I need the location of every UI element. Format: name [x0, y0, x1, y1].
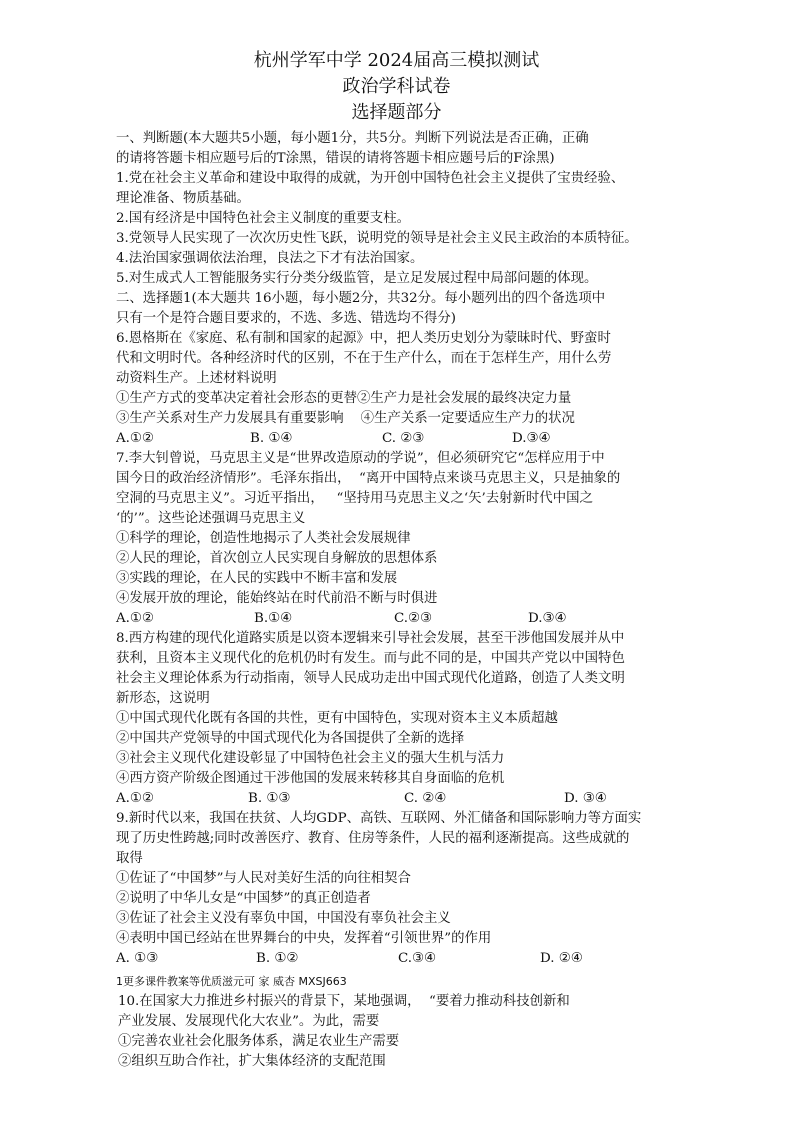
q6-option-a: A.①② [116, 431, 154, 446]
q7-option-a: A.①② [116, 611, 154, 626]
q8-item-1: ①中国式现代化既有各国的共性，更有中国特色，实现对资本主义本质超越 [116, 711, 558, 726]
q7-stem-line4: ‘的’”。这些论述强调马克思主义 [116, 511, 306, 526]
q9-option-a: A. ①③ [116, 951, 159, 966]
q7-stem-line2: 国今日的政治经济情形”。毛泽东指出， “离开中国特点来谈马克思主义，只是抽象的 [116, 471, 621, 486]
q8-item-3: ③社会主义现代化建设彰显了中国特色社会主义的强大生机与活力 [116, 751, 505, 766]
q7-options [116, 610, 676, 627]
q1-text: 1.党在社会主义革命和建设中取得的成就，为开创中国特色社会主义提供了宝贵经验、 [116, 171, 625, 186]
q10-item-1: ①完善农业社会化服务体系，满足农业生产需要 [118, 1034, 400, 1049]
q9-item-4: ④表明中国已经站在世界舞台的中央，发挥着“引领世界”的作用 [116, 931, 492, 946]
q9-stem: 9.新时代以来，我国在扶贫、人均GDP、高铁、互联网、外汇储备和国际影响力等方面实 [116, 811, 642, 826]
q8-stem-line3: 社会主义理论体系为行动指南，领导人民成功走出中国式现代化道路，创造了人类文明 [116, 671, 625, 686]
section2-heading: 二、选择题1(本大题共 16小题，每小题2分，共32分。每小题列出的四个备选项中 [116, 291, 606, 306]
q9-stem-line2: 现了历史性跨越;同时改善医疗、教育、住房等条件，人民的福利逐渐提高。这些成就的 [116, 831, 630, 846]
q8-options [116, 790, 676, 807]
q9-stem-line3: 取得 [116, 851, 143, 866]
q7-item-3: ③实践的理论，在人民的实践中不断丰富和发展 [116, 571, 398, 586]
q4-text: 4.法治国家强调依法治理，良法之下才有法治国家。 [116, 251, 424, 266]
q9-item-3: ③佐证了社会主义没有辜负中国，中国没有辜负社会主义 [116, 911, 451, 926]
q7-option-c: C.②③ [394, 611, 433, 626]
q7-stem: 7.李大钊曾说，马克思主义是“世界改造原动的学说”，但必须研究它“怎样应用于中 [116, 451, 605, 466]
section1-heading: 一、判断题(本大题共5小题，每小题1分，共5分。判断下列说法是否正确，正确 [116, 131, 589, 146]
q9-option-c: C.③④ [398, 951, 437, 966]
q6-items-34: ③生产关系对生产力发展具有重要影响 ④生产关系一定要适应生产力的状况 [116, 411, 575, 426]
section2-heading-cont: 只有一个是符合题目要求的，不选、多选、错选均不得分) [116, 311, 456, 326]
q8-option-b: B. ①③ [248, 791, 291, 806]
q9-options [116, 950, 676, 967]
q2-text: 2.国有经济是中国特色社会主义制度的重要支柱。 [116, 211, 410, 226]
q6-option-c: C. ②③ [382, 431, 425, 446]
q6-items-12: ①生产方式的变革决定着社会形态的更替②生产力是社会发展的最终决定力量 [116, 391, 572, 406]
q6-options [116, 430, 676, 447]
q7-item-1: ①科学的理论，创造性地揭示了人类社会发展规律 [116, 531, 411, 546]
section-title: 选择题部分 [351, 102, 442, 123]
q7-stem-line3: 空洞的马克思主义”。习近平指出， “坚持用马克思主义之‘矢’去射新时代中国之 [116, 491, 593, 506]
q6-stem: 6.恩格斯在《家庭、私有制和国家的起源》中，把人类历史划分为蒙昧时代、野蛮时 [116, 331, 611, 346]
q1-text-cont: 理论准备、物质基础。 [116, 191, 250, 206]
promo-footnote: 1更多课件教案等优质滋元可 家 威杏 MXSJ663 [116, 975, 347, 988]
q7-item-2: ②人民的理论，首次创立人民实现自身解放的思想体系 [116, 551, 438, 566]
q10-item-2: ②组织互助合作社，扩大集体经济的支配范围 [118, 1054, 386, 1069]
q9-option-b: B. ①② [256, 951, 299, 966]
q9-option-d: D. ②④ [540, 951, 583, 966]
q10-stem: 10.在国家大力推进乡村振兴的背景下，某地强调， “要着力推动科技创新和 [118, 994, 570, 1009]
q6-stem-line2: 代和文明时代。各种经济时代的区别，不在于生产什么，而在于怎样生产，用什么劳 [116, 351, 612, 366]
q7-option-b: B.①④ [254, 611, 293, 626]
q6-option-b: B. ①④ [250, 431, 293, 446]
q8-stem: 8.西方构建的现代化道路实质是以资本逻辑来引导社会发展，甚至干涉他国发展并从中 [116, 631, 625, 646]
q8-option-c: C. ②④ [404, 791, 447, 806]
exam-title: 杭州学军中学 2024届高三模拟测试 [253, 50, 540, 71]
q8-item-2: ②中国共产党领导的中国式现代化为各国提供了全新的选择 [116, 731, 465, 746]
q7-item-4: ④发展开放的理论，能始终站在时代前沿不断与时俱进 [116, 591, 438, 606]
q8-item-4: ④西方资产阶级企图通过干涉他国的发展来转移其自身面临的危机 [116, 771, 505, 786]
q6-stem-line3: 动资料生产。上述材料说明 [116, 371, 277, 386]
q3-text: 3.党领导人民实现了一次次历史性飞跃，说明党的领导是社会主义民主政治的本质特征。 [116, 231, 638, 246]
section1-heading-cont: 的请将答题卡相应题号后的T涂黑，错误的请将答题卡相应题号后的F涂黑) [116, 151, 555, 166]
q10-stem-line2: 产业发展、发展现代化大农业”。为此，需要 [118, 1014, 380, 1029]
exam-subject: 政治学科试卷 [342, 76, 451, 97]
q8-stem-line4: 新形态，这说明 [116, 691, 210, 706]
q8-option-d: D. ③④ [564, 791, 607, 806]
q7-option-d: D.③④ [528, 611, 567, 626]
q8-option-a: A.①② [116, 791, 154, 806]
q5-text: 5.对生成式人工智能服务实行分类分级监管，是立足发展过程中局部问题的体现。 [116, 271, 598, 286]
q9-item-1: ①佐证了“中国梦”与人民对美好生活的向往相契合 [116, 871, 411, 886]
q9-item-2: ②说明了中华儿女是“中国梦”的真正创造者 [116, 891, 371, 906]
q8-stem-line2: 获利，且资本主义现代化的危机仍时有发生。而与此不同的是，中国共产党以中国特色 [116, 651, 625, 666]
q6-option-d: D.③④ [512, 431, 551, 446]
